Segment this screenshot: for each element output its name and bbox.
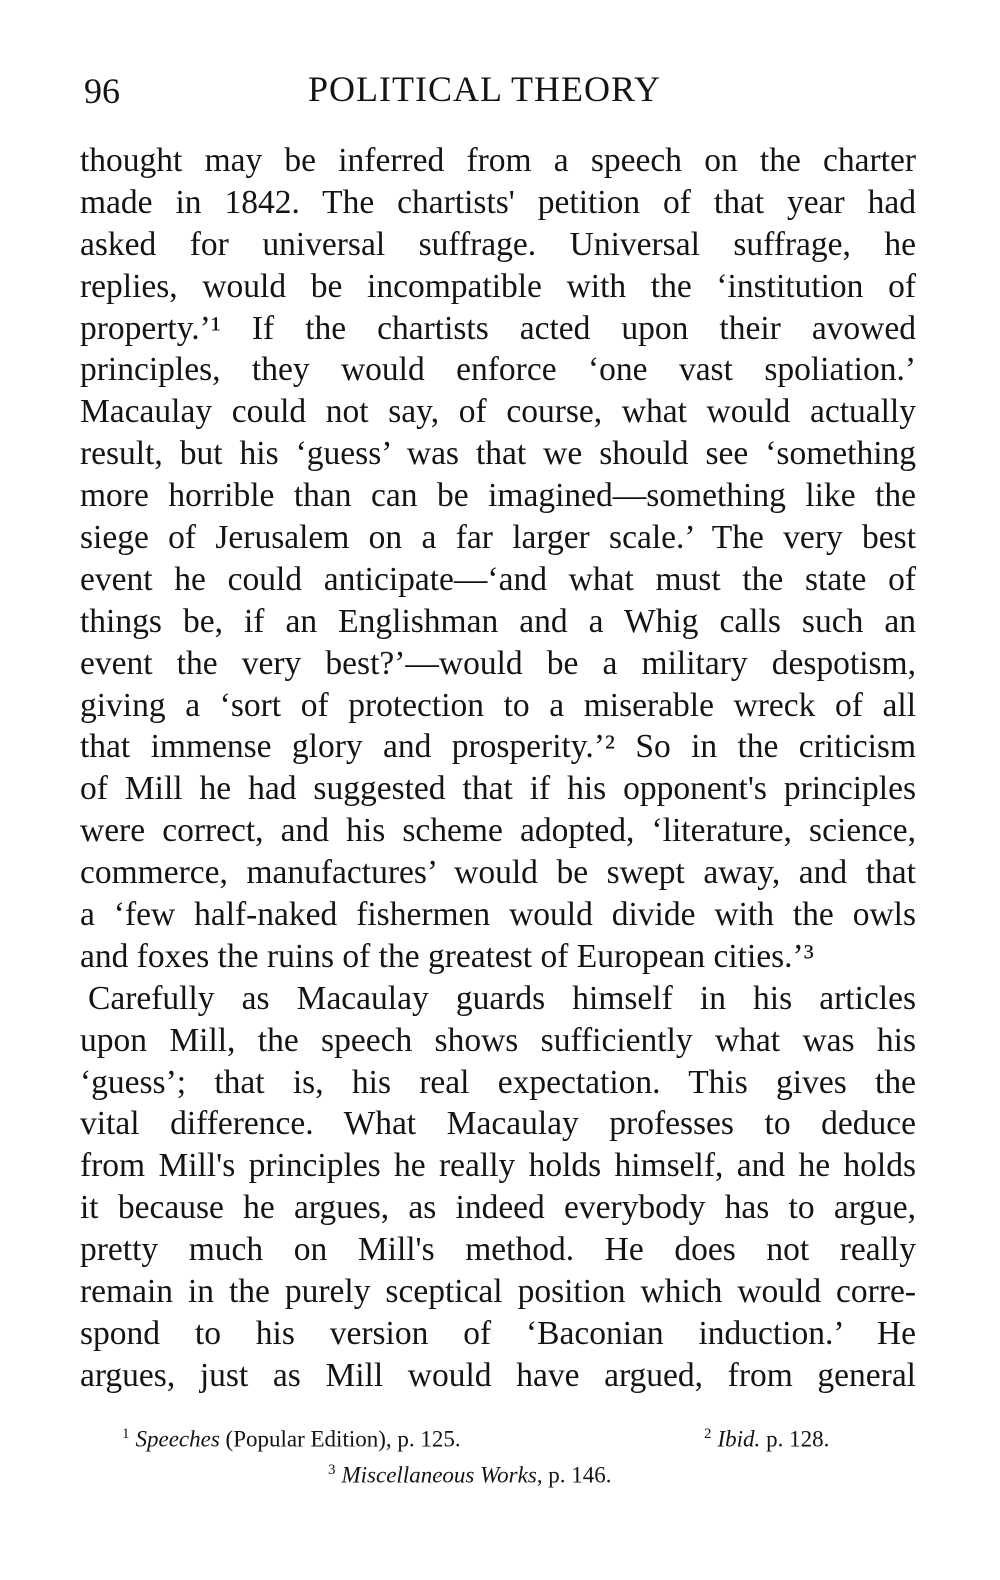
text-line: a ‘few half-naked fishermen would divide with the owls <box>80 896 916 934</box>
text-line: remain in the purely sceptical position which would corre- <box>80 1273 916 1311</box>
text-line: result, but his ‘guess’ was that we should see ‘something <box>80 435 916 473</box>
footnote-number: 2 <box>704 1426 712 1442</box>
paragraph-start-line: Carefully as Macaulay guards himself in his articles <box>88 979 916 1017</box>
text-line: it because he argues, as indeed everybody has to argue, <box>80 1189 916 1227</box>
footnote-source-title: Ibid. <box>717 1426 761 1452</box>
text-line: of Mill he had suggested that if his opponent's principles <box>80 770 916 808</box>
text-line: upon Mill, the speech shows sufficiently what was his <box>80 1021 916 1059</box>
running-title: POLITICAL THEORY <box>308 69 661 109</box>
footnote-reference: p. 128. <box>766 1426 830 1452</box>
text-line: siege of Jerusalem on a far larger scale.’ The very best <box>80 519 916 557</box>
text-line: property.’¹ If the chartists acted upon their avowed <box>80 309 916 347</box>
text-line: event the very best?’—would be a military despotism, <box>80 644 916 682</box>
text-line: made in 1842. The chartists' petition of that year had <box>80 183 916 221</box>
page-number: 96 <box>84 71 120 111</box>
text-line: spond to his version of ‘Baconian induction.’ He <box>80 1314 916 1352</box>
footnote-row <box>118 1426 878 1488</box>
text-line: giving a ‘sort of protection to a miserable wreck of all <box>80 686 916 724</box>
footnote-1 <box>122 1426 461 1453</box>
text-line: thought may be inferred from a speech on the charter <box>80 142 916 179</box>
text-line: principles, they would enforce ‘one vast spoliation.’ <box>80 351 916 389</box>
footnote-reference: p. 146. <box>548 1462 612 1488</box>
text-line: argues, just as Mill would have argued, from general <box>80 1356 916 1394</box>
text-line: from Mill's principles he really holds himself, and he holds <box>80 1147 916 1185</box>
body-text <box>80 140 916 1397</box>
text-line: vital difference. What Macaulay professes to deduce <box>80 1105 916 1143</box>
text-line: were correct, and his scheme adopted, ‘literature, science, <box>80 812 916 850</box>
text-line: commerce, manufactures’ would be swept away, and that <box>80 854 916 892</box>
footnote-reference: (Popular Edition), p. 125. <box>225 1426 461 1452</box>
footnote-source-title: Miscellaneous Works, <box>341 1462 543 1488</box>
footnote-number: 3 <box>328 1462 336 1478</box>
footnote-number: 1 <box>122 1426 130 1442</box>
text-line: that immense glory and prosperity.’² So in the criticism <box>80 728 916 766</box>
text-line: replies, would be incompatible with the ‘institution of <box>80 267 916 305</box>
page-header <box>84 62 914 122</box>
footnotes <box>118 1426 878 1488</box>
footnote-2 <box>704 1426 829 1453</box>
text-line: event he could anticipate—‘and what must the state of <box>80 560 916 598</box>
paragraph-end-line: and foxes the ruins of the greatest of European cities.’³ <box>80 937 814 975</box>
text-line: pretty much on Mill's method. He does not really <box>80 1231 916 1269</box>
text-line: Macaulay could not say, of course, what would actually <box>80 393 916 431</box>
text-line: asked for universal suffrage. Universal suffrage, he <box>80 225 916 263</box>
footnote-source-title: Speeches <box>135 1426 220 1452</box>
text-line: more horrible than can be imagined—something like the <box>80 477 916 515</box>
text-line: things be, if an Englishman and a Whig calls such an <box>80 602 916 640</box>
footnote-3 <box>328 1462 612 1489</box>
text-line: ‘guess’; that is, his real expectation. This gives the <box>80 1063 916 1101</box>
